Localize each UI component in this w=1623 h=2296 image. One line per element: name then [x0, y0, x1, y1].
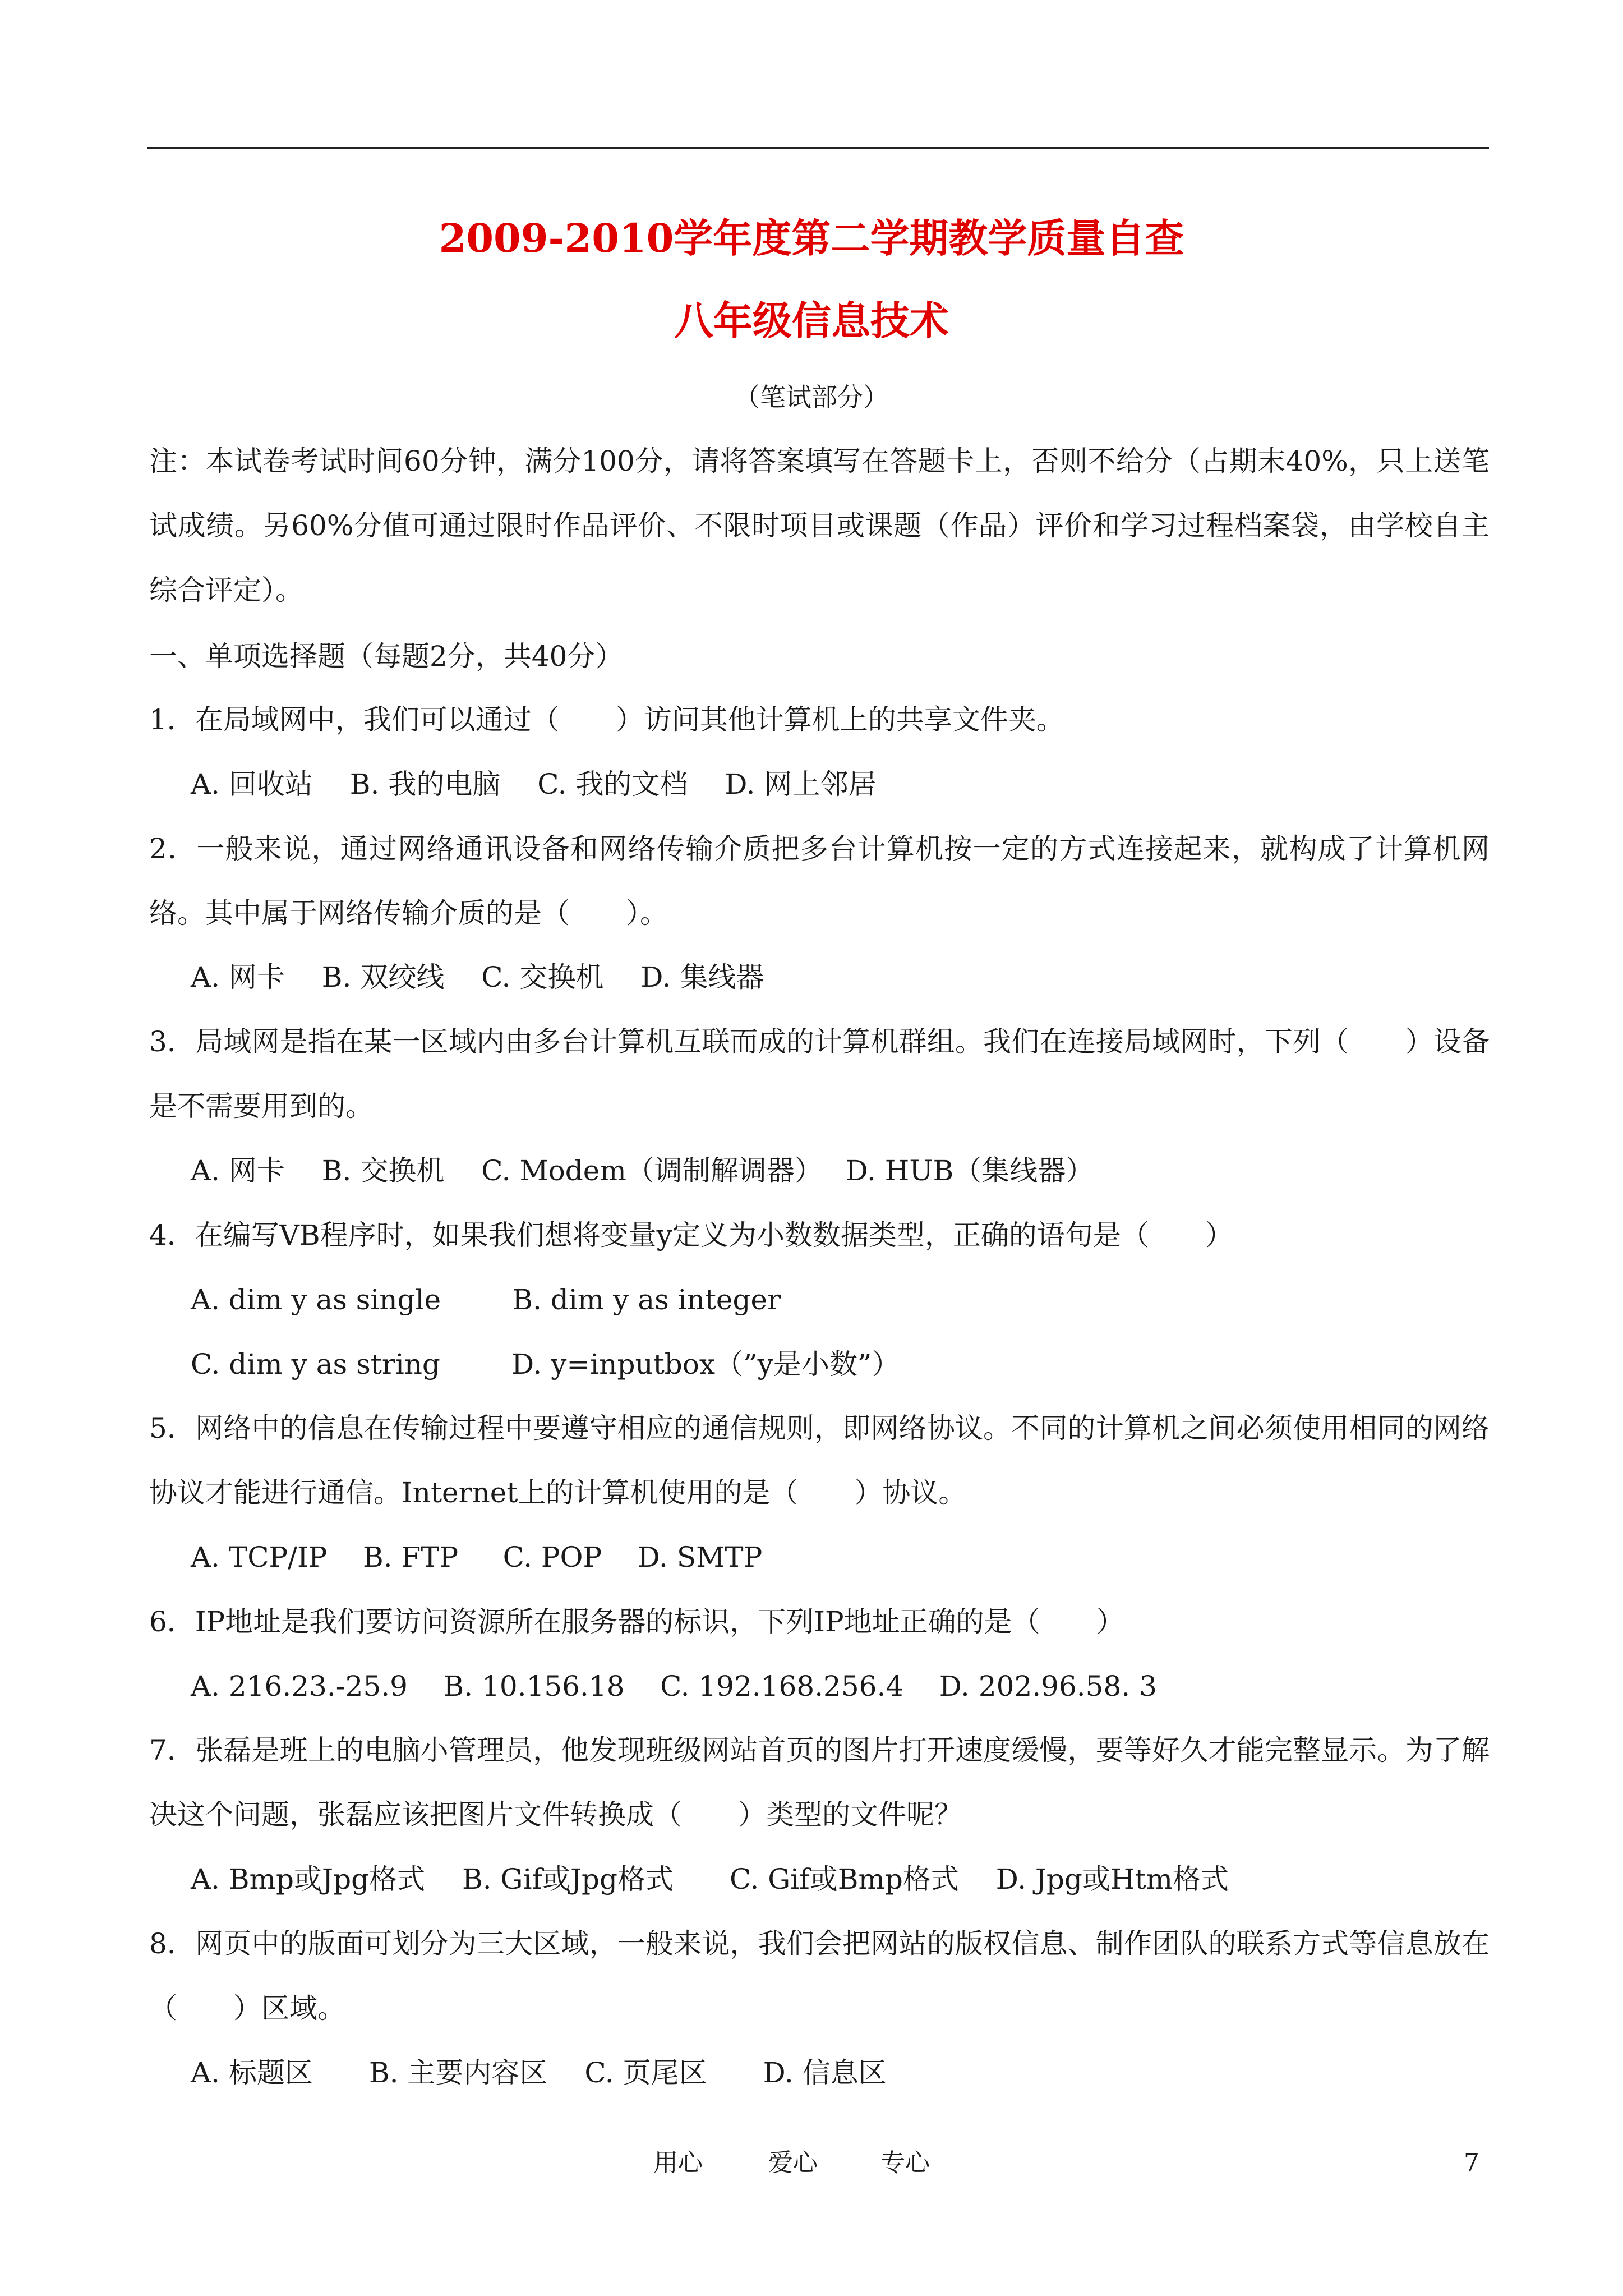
- exam-subject: 八年级信息技术: [674, 297, 949, 344]
- question-stem: 4．在编写VB程序时，如果我们想将变量y定义为小数数据类型，正确的语句是（ ）: [149, 1219, 1233, 1251]
- question-stem: 6．IP地址是我们要访问资源所在服务器的标识，下列IP地址正确的是（ ）: [149, 1605, 1124, 1638]
- question-stem: 2．一般来说，通过网络通讯设备和网络传输介质把多台计算机按一定的方式连接起来，就构成了计算机网络。其中属于网络传输介质的是（ ）。: [149, 832, 1490, 930]
- question-options: A. dim y as single B. dim y as integer: [191, 1283, 781, 1316]
- question-options: A. 网卡 B. 交换机 C. Modem（调制解调器） D. HUB（集线器）: [191, 1154, 1094, 1187]
- page-number: 7: [1464, 2148, 1479, 2177]
- question-options: A. TCP/IP B. FTP C. POP D. SMTP: [191, 1541, 763, 1573]
- top-divider: [147, 147, 1489, 149]
- question-options: A. Bmp或Jpg格式 B. Gif或Jpg格式 C. Gif或Bmp格式 D. Jpg或Htm格式: [191, 1863, 1229, 1895]
- question-stem: 5．网络中的信息在传输过程中要遵守相应的通信规则，即网络协议。不同的计算机之间必须使用相同的网络协议才能进行通信。Internet上的计算机使用的是（ ）协议。: [149, 1412, 1490, 1509]
- exam-title: 2009-2010学年度第二学期教学质量自查: [439, 215, 1184, 261]
- question-stem: 8．网页中的版面可划分为三大区域，一般来说，我们会把网站的版权信息、制作团队的联系方式等信息放在（ ）区域。: [149, 1927, 1490, 2024]
- question-options: A. 216.23.-25.9 B. 10.156.18 C. 192.168.256.4 D. 202.96.58. 3: [191, 1670, 1157, 1703]
- question-stem: 1．在局域网中，我们可以通过（ ）访问其他计算机上的共享文件夹。: [149, 703, 1064, 736]
- question-stem: 7．张磊是班上的电脑小管理员，他发现班级网站首页的图片打开速度缓慢，要等好久才能完整显示。为了解决这个问题，张磊应该把图片文件转换成（ ）类型的文件呢？: [149, 1734, 1490, 1831]
- question-options: A. 回收站 B. 我的电脑 C. 我的文档 D. 网上邻居: [191, 768, 877, 800]
- question-options: C. dim y as string D. y=inputbox（”y是小数”）: [191, 1348, 900, 1381]
- question-options: A. 网卡 B. 双绞线 C. 交换机 D. 集线器: [191, 961, 764, 993]
- footer-motto: 专心: [880, 2148, 930, 2177]
- footer-motto: 爱心: [768, 2148, 818, 2177]
- footer-motto: 用心: [653, 2148, 703, 2177]
- section-label: （笔试部分）: [734, 382, 889, 412]
- section-heading: 一、单项选择题（每题2分，共40分）: [149, 640, 624, 673]
- question-options: A. 标题区 B. 主要内容区 C. 页尾区 D. 信息区: [191, 2056, 887, 2089]
- question-stem: 3．局域网是指在某一区域内由多台计算机互联而成的计算机群组。我们在连接局域网时，下列（ ）设备是不需要用到的。: [149, 1025, 1490, 1122]
- exam-note: 注：本试卷考试时间60分钟，满分100分，请将答案填写在答题卡上，否则不给分（占期末40%，只上送笔试成绩。另60%分值可通过限时作品评价、不限时项目或课题（作品）评价和学习过程档案袋，由学校自主综合评定）。: [149, 445, 1490, 606]
